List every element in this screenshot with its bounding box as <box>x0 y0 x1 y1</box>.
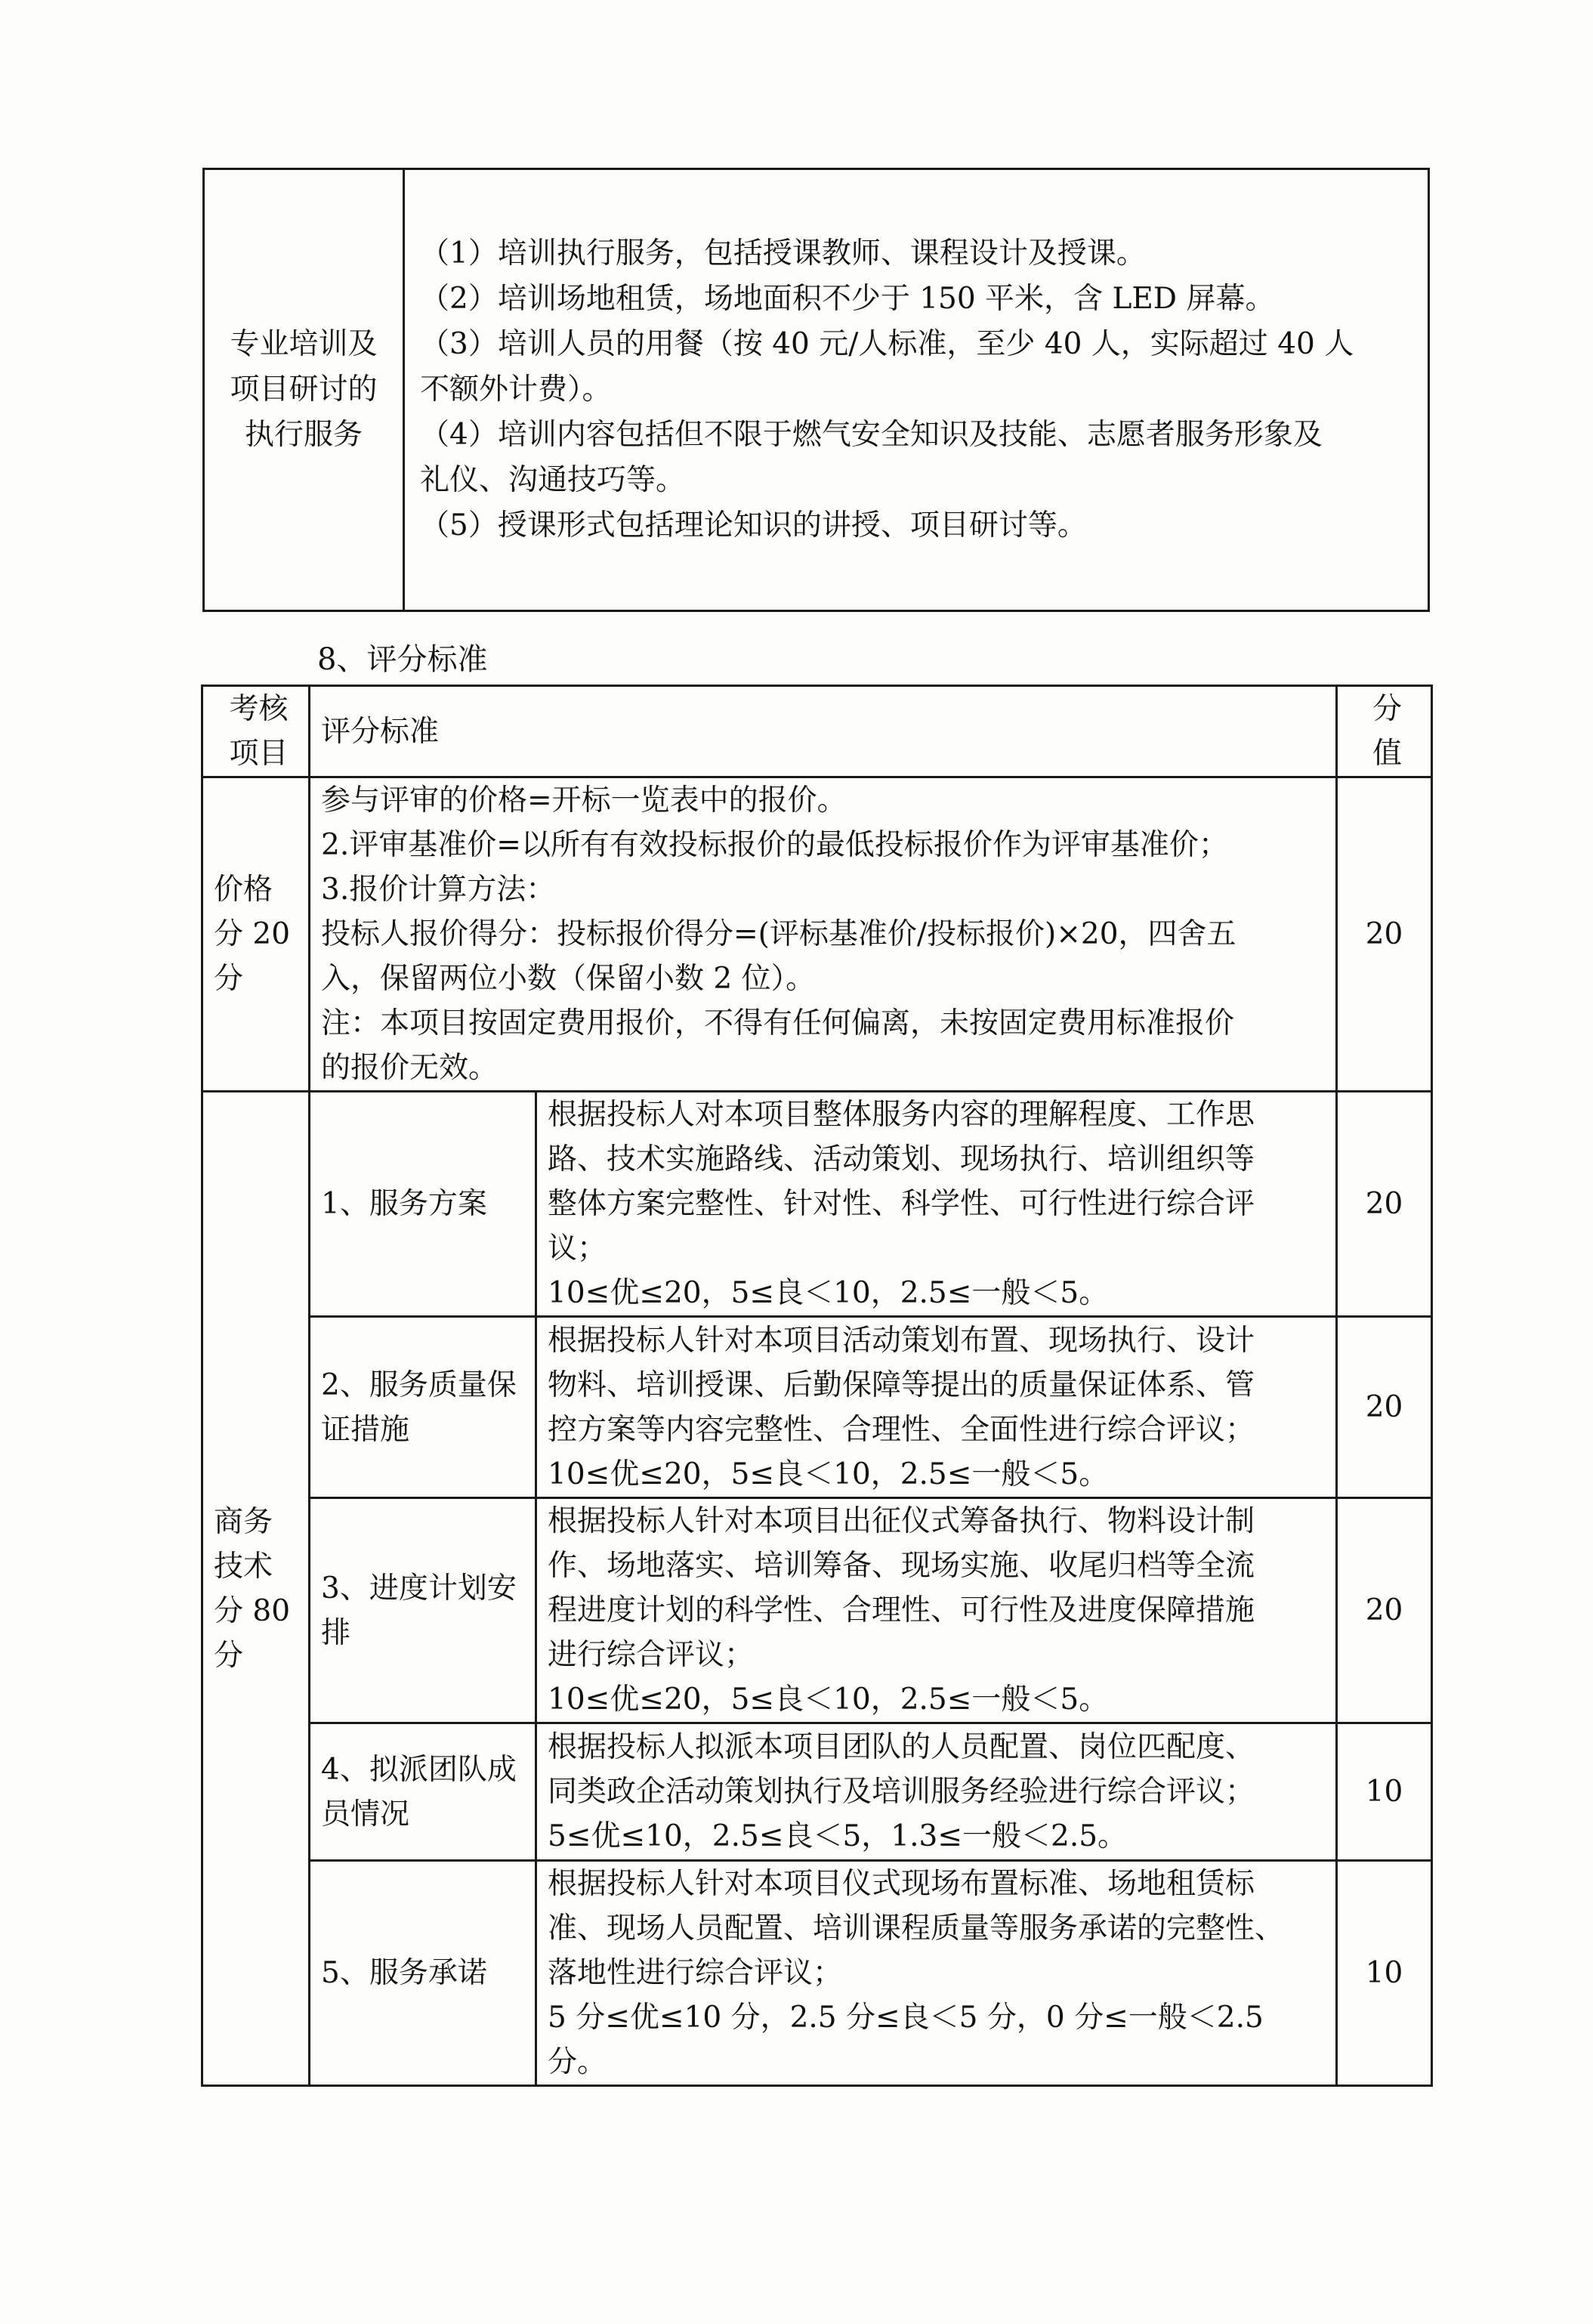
business-row-schedule <box>202 1498 1432 1723</box>
service-items-cell <box>404 169 1429 611</box>
price-criteria-line: 入，保留两位小数（保留小数 2 位）。 <box>321 962 816 996</box>
business-item-score: 10 <box>1337 1861 1432 2086</box>
business-criteria-line: 10≤优≤20，5≤良＜10，2.5≤一般＜5。 <box>548 1683 1109 1717</box>
business-item-name-line: 证措施 <box>321 1412 410 1447</box>
business-criteria-line: 控方案等内容完整性、合理性、全面性进行综合评议； <box>548 1412 1255 1447</box>
price-criteria-line: 的报价无效。 <box>321 1051 499 1085</box>
business-item-name <box>310 1861 536 2086</box>
business-item-criteria <box>536 1317 1337 1498</box>
business-criteria-line: 10≤优≤20，5≤良＜10，2.5≤一般＜5。 <box>548 1276 1109 1310</box>
business-label-line: 商务 <box>214 1504 273 1539</box>
business-criteria-line: 路、技术实施路线、活动策划、现场执行、培训组织等 <box>548 1142 1255 1176</box>
price-row <box>202 777 1432 1092</box>
business-item-criteria <box>536 1861 1337 2086</box>
business-criteria-line: 根据投标人拟派本项目团队的人员配置、岗位匹配度、 <box>548 1730 1255 1764</box>
business-row-commitment <box>202 1861 1432 2086</box>
section-heading: 8、评分标准 <box>317 642 488 677</box>
business-item-criteria <box>536 1092 1337 1317</box>
business-criteria-line: 分。 <box>548 2045 607 2079</box>
price-label-line: 价格 <box>214 873 273 907</box>
business-item-name <box>310 1723 536 1861</box>
price-score-cell: 20 <box>1337 777 1432 1092</box>
scoring-table <box>201 685 1433 2087</box>
business-item-name-line: 1、服务方案 <box>321 1187 487 1221</box>
business-criteria-line: 根据投标人针对本项目活动策划布置、现场执行、设计 <box>548 1323 1255 1358</box>
business-row-service-plan <box>202 1092 1432 1317</box>
business-item-criteria <box>536 1723 1337 1861</box>
header-item-cell <box>202 686 310 777</box>
price-label-cell <box>202 777 310 1092</box>
price-criteria-line: 参与评审的价格=开标一览表中的报价。 <box>321 783 847 817</box>
price-criteria-line: 注：本项目按固定费用报价，不得有任何偏离，未按固定费用标准报价 <box>321 1006 1235 1040</box>
service-label-line: 项目研讨的 <box>230 372 378 406</box>
service-label-cell <box>204 169 404 611</box>
business-label-line: 分 80 <box>214 1593 291 1628</box>
business-item-name-line: 2、服务质量保 <box>321 1368 517 1402</box>
header-criteria-cell: 评分标准 <box>310 686 1337 777</box>
business-item-name <box>310 1498 536 1723</box>
business-criteria-line: 准、现场人员配置、培训课程质量等服务承诺的完整性、 <box>548 1911 1285 1945</box>
price-criteria-line: 投标人报价得分：投标报价得分=(评标基准价/投标报价)×20，四舍五 <box>321 917 1236 951</box>
business-criteria-line: 落地性进行综合评议； <box>548 1956 843 1990</box>
business-row-team <box>202 1723 1432 1861</box>
price-criteria-line: 2.评审基准价=以所有有效投标报价的最低投标报价作为评审基准价； <box>321 828 1228 862</box>
service-item-line: 不额外计费）。 <box>420 372 612 406</box>
business-item-name-line: 排 <box>321 1615 351 1650</box>
service-label-line: 执行服务 <box>244 418 363 452</box>
header-score-line: 值 <box>1372 737 1403 771</box>
price-criteria-cell <box>310 777 1337 1092</box>
business-criteria-line: 根据投标人针对本项目仪式现场布置标准、场地租赁标 <box>548 1867 1255 1901</box>
service-label-line: 专业培训及 <box>230 327 378 361</box>
business-item-score: 20 <box>1337 1498 1432 1723</box>
service-table <box>202 168 1430 612</box>
business-criteria-line: 作、场地落实、培训筹备、现场实施、收尾归档等全流 <box>548 1549 1255 1583</box>
business-item-score: 10 <box>1337 1723 1432 1861</box>
service-item-line: （3）培训人员的用餐（按 40 元/人标准，至少 40 人，实际超过 40 人 <box>420 327 1354 361</box>
price-label-line: 分 20 <box>214 917 291 951</box>
business-criteria-line: 程进度计划的科学性、合理性、可行性及进度保障措施 <box>548 1593 1255 1627</box>
business-criteria-line: 5≤优≤10，2.5≤良＜5，1.3≤一般＜2.5。 <box>548 1819 1128 1853</box>
business-row-quality <box>202 1317 1432 1498</box>
price-label-line: 分 <box>214 962 244 996</box>
business-criteria-line: 进行综合评议； <box>548 1638 755 1672</box>
service-item-line: （1）培训执行服务，包括授课教师、课程设计及授课。 <box>420 236 1146 270</box>
header-score-cell <box>1337 686 1432 777</box>
business-label-cell <box>202 1092 310 2086</box>
business-item-name-line: 5、服务承诺 <box>321 1956 487 1990</box>
service-item-line: 礼仪、沟通技巧等。 <box>420 463 686 497</box>
business-item-criteria <box>536 1498 1337 1723</box>
business-item-name <box>310 1092 536 1317</box>
business-criteria-line: 整体方案完整性、针对性、科学性、可行性进行综合评 <box>548 1187 1255 1221</box>
business-item-name <box>310 1317 536 1498</box>
service-item-line: （2）培训场地租赁，场地面积不少于 150 平米，含 LED 屏幕。 <box>420 282 1275 316</box>
business-criteria-line: 5 分≤优≤10 分，2.5 分≤良＜5 分，0 分≤一般＜2.5 <box>548 2001 1264 2035</box>
service-item-line: （4）培训内容包括但不限于燃气安全知识及技能、志愿者服务形象及 <box>420 418 1323 452</box>
scoring-header-row <box>202 686 1432 777</box>
price-criteria-line: 3.报价计算方法： <box>321 873 556 907</box>
header-item-line: 考核 <box>229 692 289 726</box>
business-criteria-line: 根据投标人对本项目整体服务内容的理解程度、工作思 <box>548 1098 1255 1132</box>
business-criteria-line: 同类政企活动策划执行及培训服务经验进行综合评议； <box>548 1775 1255 1809</box>
service-row <box>204 169 1429 611</box>
business-criteria-line: 根据投标人针对本项目出征仪式筹备执行、物料设计制 <box>548 1504 1255 1538</box>
business-label-line: 技术 <box>214 1549 273 1584</box>
business-criteria-line: 议； <box>548 1232 607 1266</box>
header-score-line: 分 <box>1372 692 1403 726</box>
business-item-score: 20 <box>1337 1317 1432 1498</box>
business-label-line: 分 <box>214 1638 244 1673</box>
business-criteria-line: 10≤优≤20，5≤良＜10，2.5≤一般＜5。 <box>548 1457 1109 1491</box>
header-item-line: 项目 <box>229 737 289 771</box>
business-item-name-line: 3、进度计划安 <box>321 1571 517 1605</box>
service-item-line: （5）授课形式包括理论知识的讲授、项目研讨等。 <box>420 508 1087 542</box>
business-item-score: 20 <box>1337 1092 1432 1317</box>
business-item-name-line: 4、拟派团队成 <box>321 1752 517 1787</box>
business-criteria-line: 物料、培训授课、后勤保障等提出的质量保证体系、管 <box>548 1368 1255 1402</box>
business-item-name-line: 员情况 <box>321 1797 410 1831</box>
